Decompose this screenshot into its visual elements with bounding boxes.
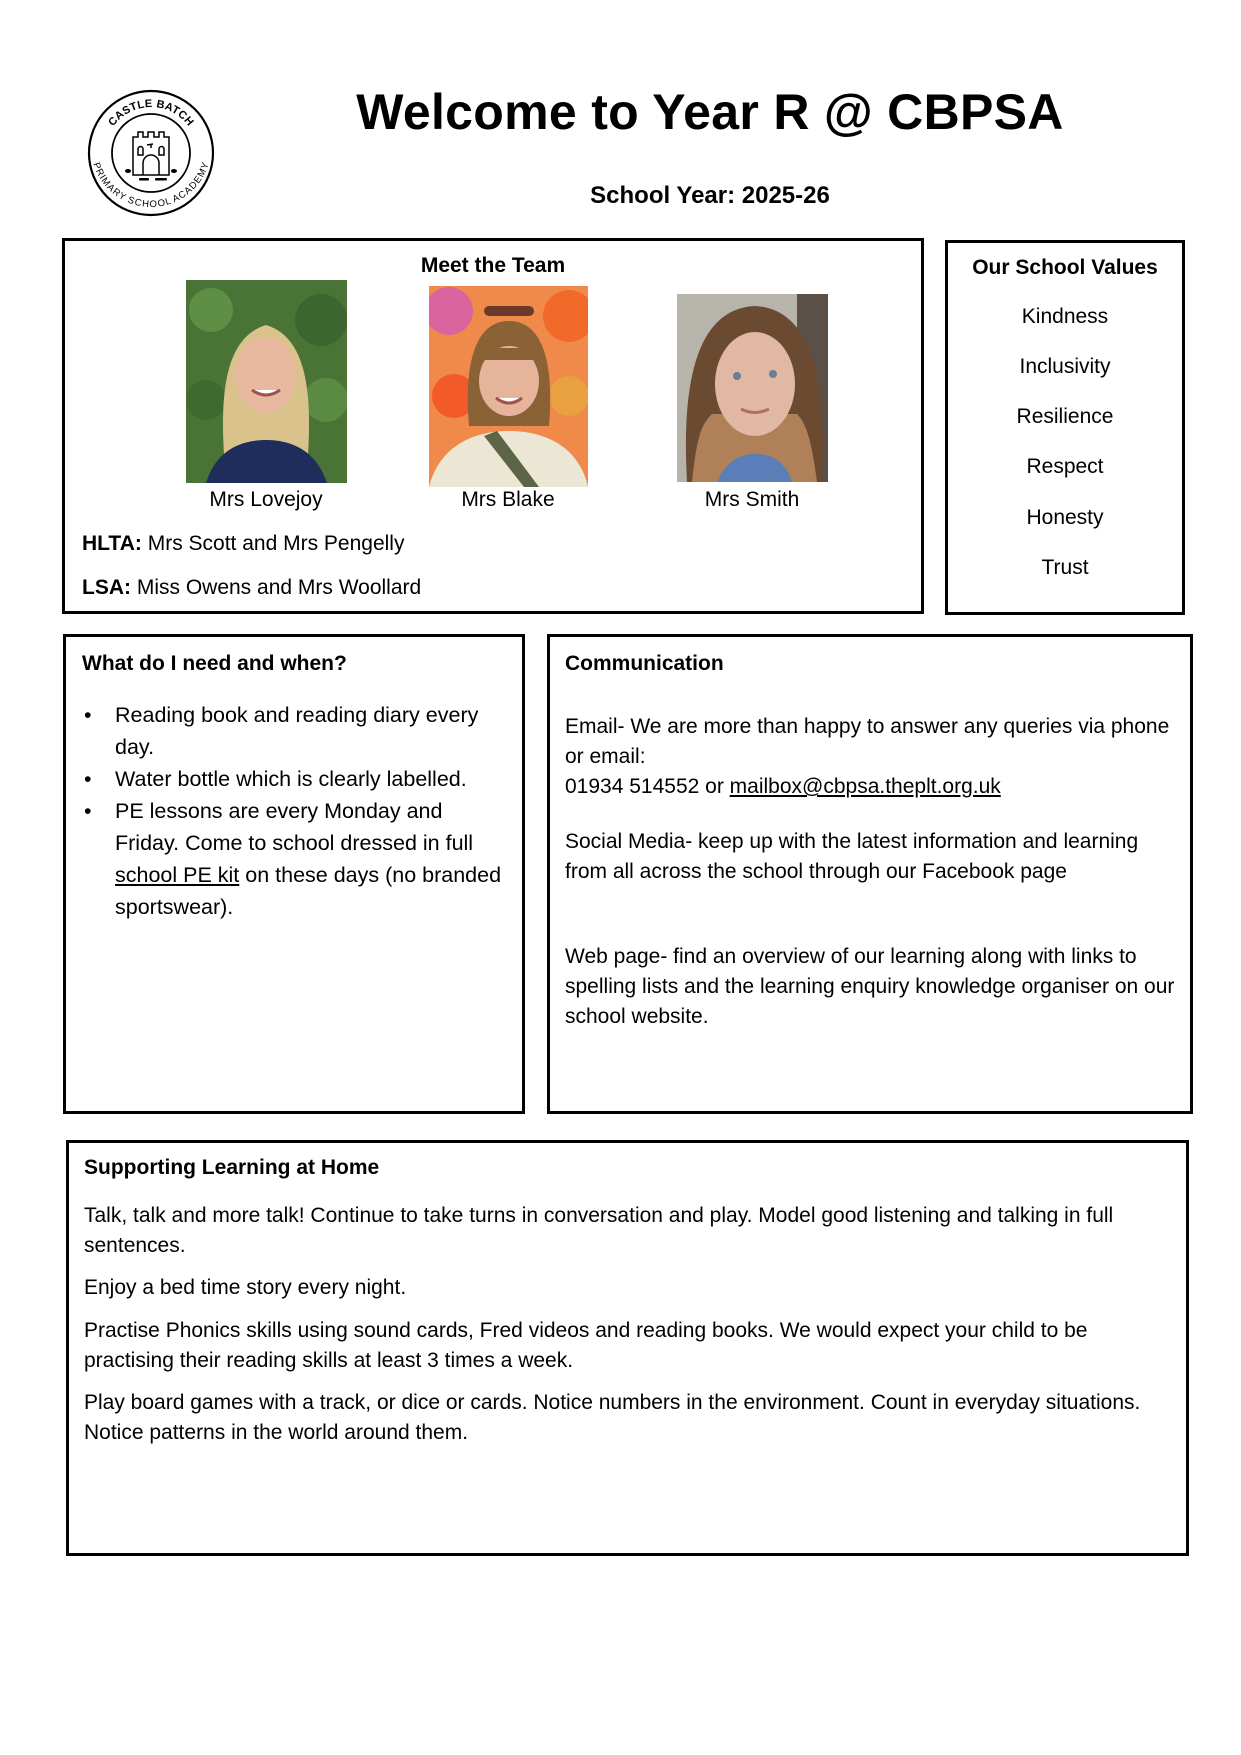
home-paragraph: Enjoy a bed time story every night. [84, 1276, 407, 1299]
staff-photo-lovejoy [186, 280, 347, 483]
what-do-i-need-panel [63, 634, 525, 1114]
home-learning-heading: Supporting Learning at Home [84, 1156, 380, 1179]
web-page-paragraph: Web page- find an overview of our learning along with links to spelling lists and the learning enquiry knowledge organiser on our school website. [565, 945, 1175, 1028]
list-item-text: Reading book and reading diary every day. [115, 703, 479, 759]
value-item: Honesty [1026, 506, 1104, 529]
staff-name: Mrs Blake [461, 488, 555, 511]
lsa-line [82, 575, 421, 601]
lsa-label: LSA: [82, 576, 131, 599]
hlta-label: HLTA: [82, 532, 142, 555]
list-item-text: PE lessons are every Monday and Friday. Come to school dressed in full [115, 799, 474, 855]
svg-text:PRIMARY SCHOOL ACADEMY [90, 160, 211, 210]
list-item [66, 795, 522, 923]
portrait-icon [429, 286, 588, 487]
value-item: Resilience [1016, 405, 1114, 428]
hlta-names: Mrs Scott and Mrs Pengelly [141, 532, 405, 555]
email-paragraph [565, 712, 1175, 802]
communication-heading: Communication [565, 652, 724, 675]
hlta-line [82, 531, 404, 557]
home-paragraph: Play board games with a track, or dice or cards. Notice numbers in the environment. Count in everyday situations. Notice patterns in the world around them. [84, 1391, 1141, 1444]
supporting-learning-panel [66, 1140, 1189, 1556]
staff-photo-blake [429, 286, 588, 487]
email-text: Email- We are more than happy to answer any queries via phone or email: [565, 715, 1170, 768]
logo-text-bottom: PRIMARY SCHOOL ACADEMY [90, 161, 212, 211]
school-year: School Year: 2025-26 [590, 182, 830, 209]
list-item-text: on these days (no branded sportswear). [115, 863, 502, 919]
bullet-icon: • [84, 799, 92, 823]
pe-kit-link[interactable]: school PE kit [115, 863, 240, 887]
staff-name: Mrs Lovejoy [209, 488, 323, 511]
page-title: Welcome to Year R @ CBPSA [356, 84, 1064, 140]
phone-number: 01934 514552 or [565, 775, 730, 798]
needs-list [66, 699, 522, 923]
value-item: Respect [1026, 455, 1104, 478]
list-item [66, 699, 522, 763]
logo-text-top: CASTLE BATCH [106, 97, 196, 129]
portrait-icon [677, 294, 828, 482]
staff-name: Mrs Smith [704, 488, 800, 511]
school-logo [85, 87, 217, 219]
portrait-icon [186, 280, 347, 483]
meet-the-team-panel [62, 238, 924, 614]
social-media-paragraph: Social Media- keep up with the latest information and learning from all across the school through our Facebook page [565, 830, 1139, 883]
value-item: Kindness [1021, 305, 1109, 328]
list-item-text: Water bottle which is clearly labelled. [115, 767, 467, 791]
bullet-icon: • [84, 703, 92, 727]
email-link[interactable]: mailbox@cbpsa.theplt.org.uk [729, 775, 1001, 798]
communication-panel [547, 634, 1193, 1114]
school-values-panel [945, 240, 1185, 615]
home-paragraph: Talk, talk and more talk! Continue to take turns in conversation and play. Model good listening and talking in full sentences. [84, 1204, 1114, 1257]
values-heading: Our School Values [972, 256, 1158, 279]
list-item [66, 763, 522, 795]
lsa-names: Miss Owens and Mrs Woollard [131, 576, 422, 599]
value-item: Inclusivity [1019, 355, 1111, 378]
staff-photo-smith [677, 294, 828, 482]
castle-icon [133, 132, 169, 175]
home-paragraph: Practise Phonics skills using sound cards, Fred videos and reading books. We would expect your child to be practising their reading skills at least 3 times a week. [84, 1319, 1088, 1372]
team-heading: Meet the Team [420, 254, 566, 277]
bullet-icon: • [84, 767, 92, 791]
needs-heading: What do I need and when? [82, 652, 347, 675]
value-item: Trust [1041, 556, 1089, 579]
contact-line [565, 772, 1175, 802]
